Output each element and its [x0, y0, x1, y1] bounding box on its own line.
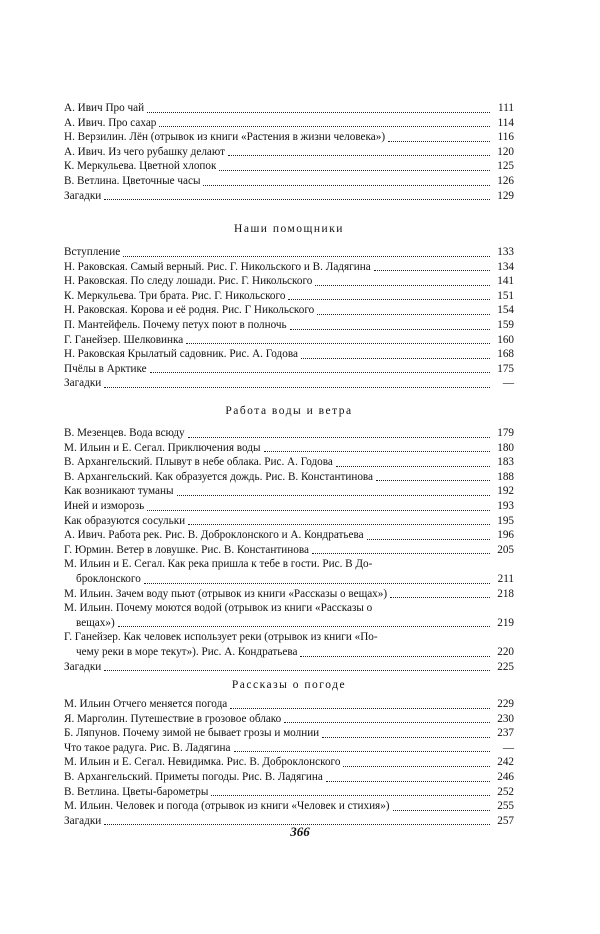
toc-entry-title: К. Меркульева. Цветной хлопок	[64, 160, 217, 173]
dot-leader	[234, 751, 491, 752]
toc-entry-title: Вступление	[64, 246, 121, 258]
page-number: 366	[290, 824, 310, 839]
toc-entry	[64, 770, 514, 785]
toc-entry	[64, 274, 514, 289]
dot-leader	[374, 270, 490, 271]
toc-entry-page: 192	[497, 485, 514, 498]
toc-entry-page: 195	[497, 514, 514, 527]
toc-entry-page: 220	[497, 645, 514, 658]
toc-entry-page: 114	[497, 116, 514, 129]
toc-entry	[64, 333, 514, 348]
dot-leader	[315, 285, 490, 286]
toc-entry-title: Н. Верзилин. Лён (отрывок из книги «Растения в жизни человека»)	[64, 131, 386, 144]
section-heading-weather: Рассказы о погоде	[231, 679, 347, 691]
toc-entry	[64, 645, 514, 660]
toc-section-water-wind	[64, 426, 514, 674]
toc-entry-page: 134	[497, 260, 514, 273]
toc-entry	[64, 543, 514, 558]
toc-entry-page: 257	[497, 814, 514, 827]
dot-leader	[230, 708, 490, 709]
toc-entry-title: Г. Юрмин. Ветер в ловушке. Рис. В. Константинова	[64, 543, 309, 556]
toc-entry	[64, 616, 514, 631]
toc-entry-title: В. Архангельский. Приметы погоды. Рис. В. Ладягина	[64, 770, 323, 783]
toc-entry-title: А. Ивич. Работа рек. Рис. В. Доброклонского и А. Кондратьева	[64, 529, 364, 542]
dot-leader	[300, 656, 490, 657]
toc-entry-page: 188	[497, 470, 514, 483]
toc-entry-title: Иней и изморозь	[64, 499, 145, 512]
toc-entry	[64, 441, 514, 456]
toc-entry	[64, 514, 514, 529]
toc-entry	[64, 630, 514, 645]
toc-entry	[64, 116, 514, 131]
toc-entry	[64, 362, 514, 377]
toc-entry	[64, 245, 514, 260]
dot-leader	[147, 112, 490, 113]
dot-leader	[150, 372, 490, 373]
toc-entry-page: 205	[497, 543, 514, 556]
toc-entry-page: 219	[497, 616, 514, 629]
section-heading-helpers: Наши помощники	[234, 223, 344, 235]
toc-entry-page: 230	[497, 712, 514, 725]
toc-entry	[64, 426, 514, 441]
toc-entry	[64, 755, 514, 770]
dot-leader	[388, 141, 490, 142]
dot-leader	[312, 553, 490, 554]
toc-entry-page: 175	[497, 362, 514, 375]
toc-entry-page: 141	[497, 275, 514, 288]
toc-entry-title: В. Архангельский. Как образуется дождь. Рис. В. Константинова	[64, 470, 374, 483]
toc-entry-title: Загадки	[64, 189, 102, 202]
toc-entry	[64, 145, 514, 160]
toc-entry-page: 116	[497, 131, 514, 144]
toc-entry-page: 218	[497, 587, 514, 600]
dot-leader	[203, 185, 490, 186]
toc-entry-title: Н. Раковская. Корова и её родня. Рис. Г Никольского	[64, 304, 315, 317]
toc-entry-page: 237	[497, 727, 514, 740]
dot-leader	[317, 314, 490, 315]
toc-entry-title: М. Ильин. Почему моются водой (отрывок из книги «Рассказы о	[64, 602, 373, 615]
toc-entry	[64, 318, 514, 333]
toc-entry-page: 179	[497, 427, 514, 439]
toc-entry-title: Н. Раковская. Самый верный. Рис. Г. Никольского и В. Ладягина	[64, 260, 371, 273]
toc-entry-title: Я. Марголин. Путешествие в грозовое облако	[64, 712, 282, 725]
toc-entry	[64, 697, 514, 712]
dot-leader	[118, 626, 490, 627]
toc-entry	[64, 572, 514, 587]
dot-leader	[159, 126, 490, 127]
toc-entry-title: В. Ветлина. Цветы-барометры	[64, 785, 209, 798]
toc-entry-page: 229	[497, 698, 514, 710]
toc-entry-page: 120	[497, 145, 514, 158]
toc-entry-title: А. Ивич. Из чего рубашку делают	[64, 145, 225, 158]
toc-entry-page: 196	[497, 529, 514, 542]
dot-leader	[301, 358, 490, 359]
toc-entry-title: П. Мантейфель. Почему петух поют в полночь	[64, 318, 287, 331]
toc-entry-page: 154	[497, 304, 514, 317]
toc-entry-page: 183	[497, 456, 514, 469]
dot-leader	[336, 466, 490, 467]
toc-entry	[64, 741, 514, 756]
toc-entry-title: чему реки в море текут»). Рис. А. Кондратьева	[76, 645, 298, 658]
toc-entry-title: М. Ильин и Е. Сегал. Приключения воды	[64, 441, 261, 454]
toc-entry-page: 160	[497, 333, 514, 346]
toc-entry-page: 225	[497, 660, 514, 673]
toc-entry-page: 126	[497, 174, 514, 187]
toc-entry-title: Г. Ганейзер. Шелковинка	[64, 333, 184, 346]
toc-entry-title: В. Мезенцев. Вода всюду	[64, 427, 185, 439]
toc-entry	[64, 726, 514, 741]
toc-entry-title: К. Меркульева. Три брата. Рис. Г. Никольского	[64, 289, 286, 302]
dot-leader	[290, 329, 490, 330]
toc-entry	[64, 470, 514, 485]
toc-entry-title: Н. Раковская Крылатый садовник. Рис. А. Годова	[64, 348, 298, 361]
toc-entry-page: 129	[497, 189, 514, 202]
toc-entry-title: Что такое радуга. Рис. В. Ладягина	[64, 741, 231, 754]
toc-entry-title: Пчёлы в Арктике	[64, 362, 147, 375]
dot-leader	[188, 524, 490, 525]
dot-leader	[288, 299, 490, 300]
toc-entry-page: 193	[497, 499, 514, 512]
dot-leader	[322, 737, 490, 738]
toc-entry-page: 180	[497, 441, 514, 454]
toc-entry-page: 133	[497, 246, 514, 258]
dot-leader	[177, 495, 491, 496]
dot-leader	[376, 480, 490, 481]
dot-leader	[104, 670, 490, 671]
toc-entry-page: 151	[497, 289, 514, 302]
toc-section-weather	[64, 697, 514, 828]
toc-entry-title: броклонского	[76, 572, 141, 585]
toc-entry-title: Загадки	[64, 814, 102, 827]
toc-entry	[64, 289, 514, 304]
toc-entry	[64, 189, 514, 204]
toc-entry	[64, 601, 514, 616]
toc-entry-page: —	[502, 741, 514, 754]
toc-entry	[64, 528, 514, 543]
toc-entry-title: Г. Ганейзер. Как человек использует реки (отрывок из книги «По-	[64, 631, 378, 644]
toc-entry	[64, 159, 514, 174]
toc-entry-title: Как образуются сосульки	[64, 514, 186, 527]
dot-leader	[104, 387, 490, 388]
dot-leader	[343, 766, 490, 767]
dot-leader	[390, 597, 490, 598]
dot-leader	[188, 437, 490, 438]
toc-entry-page: 242	[497, 756, 514, 769]
dot-leader	[186, 343, 490, 344]
toc-entry-title: М. Ильин и Е. Сегал. Как река пришла к тебе в гости. Рис. В До-	[64, 558, 373, 571]
toc-entry-page: 246	[497, 770, 514, 783]
toc-entry-title: М. Ильин. Зачем воду пьют (отрывок из книги «Рассказы о вещах»)	[64, 587, 388, 600]
toc-entry-page: 125	[497, 160, 514, 173]
dot-leader	[211, 795, 490, 796]
toc-entry	[64, 101, 514, 116]
toc-entry-page: 159	[497, 318, 514, 331]
toc-entry	[64, 260, 514, 275]
toc-entry	[64, 376, 514, 391]
section-heading-water-wind: Работа воды и ветра	[225, 405, 353, 417]
dot-leader	[264, 451, 491, 452]
toc-entry-title: Как возникают туманы	[64, 485, 174, 498]
toc-entry-title: Б. Ляпунов. Почему зимой не бывает грозы и молнии	[64, 727, 320, 740]
toc-section-helpers	[64, 245, 514, 391]
toc-entry-title: вещах»)	[76, 616, 115, 629]
toc-entry	[64, 130, 514, 145]
toc-entry-page: 211	[497, 572, 514, 585]
dot-leader	[393, 810, 490, 811]
toc-entry-title: А. Ивич. Про сахар	[64, 116, 157, 129]
toc-entry-title: В. Ветлина. Цветочные часы	[64, 174, 201, 187]
toc-entry	[64, 455, 514, 470]
toc-entry-page: 252	[497, 785, 514, 798]
toc-entry	[64, 499, 514, 514]
dot-leader	[123, 256, 490, 257]
toc-entry	[64, 174, 514, 189]
toc-entry	[64, 799, 514, 814]
toc-entry-page: 111	[498, 102, 514, 114]
toc-entry-title: М. Ильин и Е. Сегал. Невидимка. Рис. В. Доброклонского	[64, 756, 341, 769]
toc-entry	[64, 484, 514, 499]
toc-entry-title: М. Ильин. Человек и погода (отрывок из книги «Человек и стихия»)	[64, 800, 390, 813]
toc-entry	[64, 660, 514, 675]
toc-entry-page: 255	[497, 800, 514, 813]
toc-entry	[64, 557, 514, 572]
toc-entry-page: 168	[497, 348, 514, 361]
toc-entry-title: Н. Раковская. По следу лошади. Рис. Г. Никольского	[64, 275, 313, 288]
dot-leader	[104, 199, 490, 200]
toc-entry-title: Загадки	[64, 660, 102, 673]
toc-entry	[64, 712, 514, 727]
toc-section-plants-continued	[64, 101, 514, 203]
toc-entry-title: М. Ильин Отчего меняется погода	[64, 698, 228, 710]
toc-entry-page: —	[502, 377, 514, 390]
toc-entry	[64, 587, 514, 602]
dot-leader	[228, 155, 490, 156]
dot-leader	[367, 539, 490, 540]
dot-leader	[284, 722, 490, 723]
toc-entry-title: Загадки	[64, 377, 102, 390]
toc-entry	[64, 347, 514, 362]
toc-entry-title: В. Архангельский. Плывут в небе облака. Рис. А. Годова	[64, 456, 333, 469]
toc-entry-title: А. Ивич Про чай	[64, 102, 145, 114]
toc-entry	[64, 303, 514, 318]
dot-leader	[326, 781, 490, 782]
dot-leader	[144, 583, 490, 584]
toc-entry	[64, 785, 514, 800]
dot-leader	[147, 510, 490, 511]
dot-leader	[219, 170, 490, 171]
